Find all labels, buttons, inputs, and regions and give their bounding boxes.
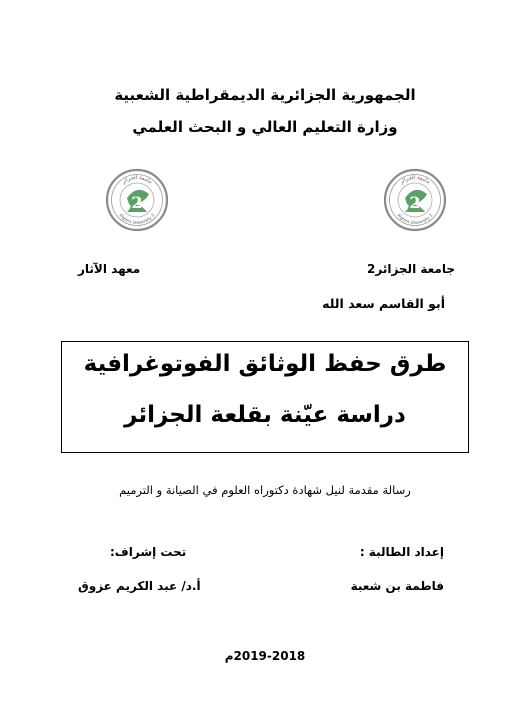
seal-mark: 2 — [131, 193, 143, 212]
university-seal-right — [383, 168, 447, 232]
university-name: جامعة الجزائر2 — [367, 262, 455, 276]
prepared-by-label: إعداد الطالبة : — [359, 545, 444, 559]
seal-arabic-text: جامعة الجزائر — [120, 174, 154, 186]
ministry-heading: وزارة التعليم العالي و البحث العلمي — [132, 118, 398, 136]
seal-mark: 2 — [409, 193, 421, 212]
supervision-label: تحت إشراف: — [110, 545, 187, 559]
author-line: أبو القاسم سعد الله — [322, 296, 445, 311]
thesis-subtitle: دراسة عيّنة بقلعة الجزائر — [124, 402, 406, 428]
thesis-title: طرق حفظ الوثائق الفوتوغرافية — [83, 351, 447, 377]
republic-heading: الجمهورية الجزائرية الديمقراطية الشعبية — [114, 86, 416, 104]
academic-year: 2019-2018م — [224, 649, 306, 663]
institute-name: معهد الآثار — [78, 262, 141, 276]
thesis-statement: رسالة مقدمة لنيل شهادة دكتوراه العلوم في الصيانة و الترميم — [119, 483, 411, 497]
supervisor-name: أ.د/ عبد الكريم عزوق — [78, 579, 201, 593]
seal-latin-text: Algiers University 2 — [118, 212, 156, 226]
seal-latin-text: Algiers University 2 — [396, 212, 434, 226]
seal-arabic-text: جامعة الجزائر — [398, 174, 432, 186]
student-name: فاطمة بن شعبة — [350, 579, 444, 593]
university-seal-left — [105, 168, 169, 232]
